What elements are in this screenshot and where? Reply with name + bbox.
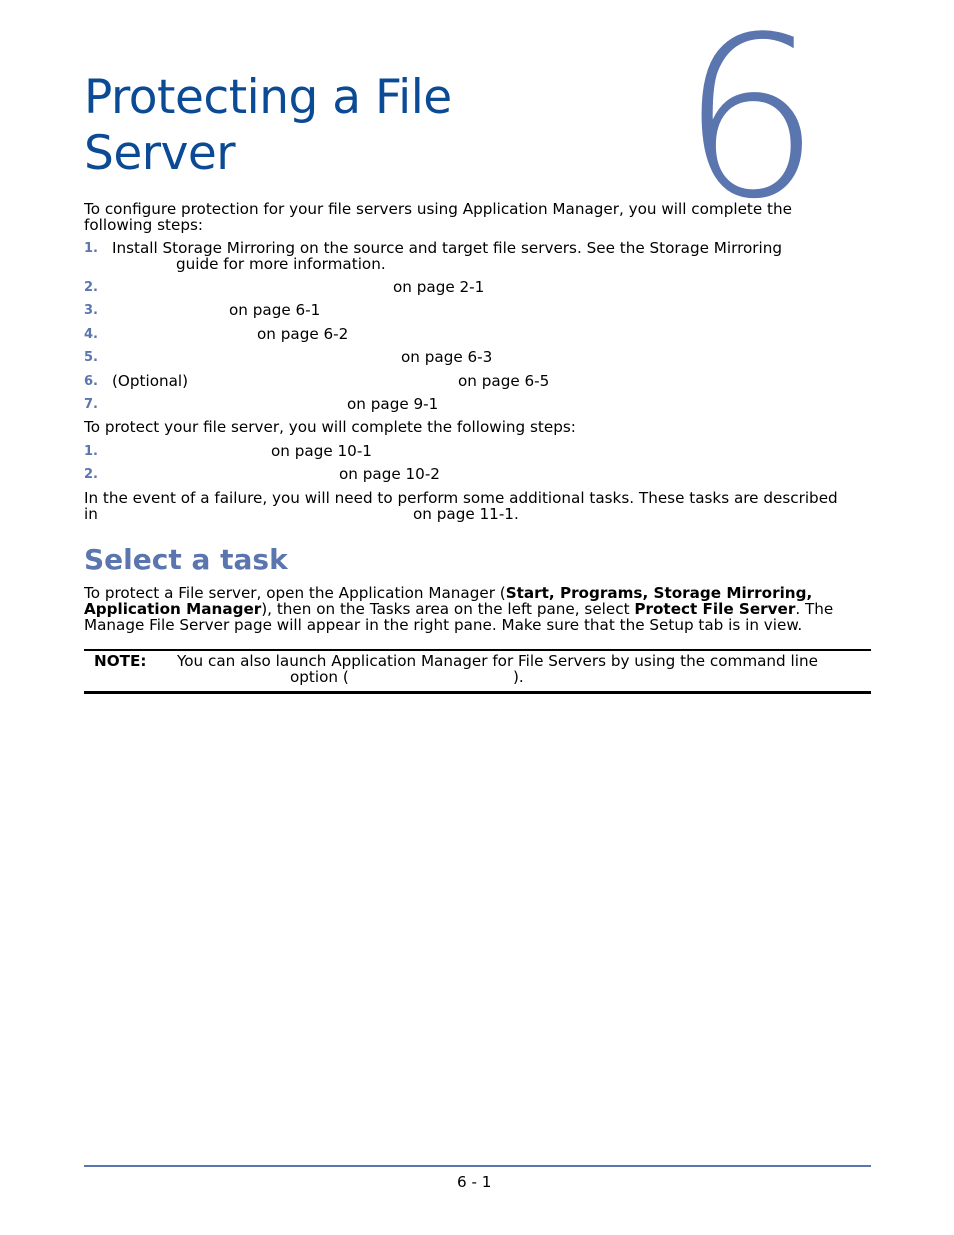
failure-line-2-start: in [84, 505, 98, 523]
chapter-title-line-1: Protecting a File [84, 70, 452, 125]
step-text: Install Storage Mirroring on the source and target file servers. See the Storage Mirroring [112, 239, 783, 257]
step-page-ref[interactable]: on page 2-1 [393, 278, 485, 296]
step-page-ref[interactable]: on page 9-1 [347, 395, 439, 413]
protect-step-1 [84, 443, 874, 461]
config-step-2 [84, 279, 874, 297]
config-step-3 [84, 302, 874, 320]
footer-rule [84, 1165, 871, 1167]
step-page-ref[interactable]: on page 6-3 [401, 348, 493, 366]
intro-line-1: To configure protection for your file servers using Application Manager, you will complete the [84, 200, 792, 218]
config-step-5 [84, 349, 874, 367]
text: To protect a File server, open the Application Manager ( [84, 584, 506, 602]
chapter-title [84, 70, 452, 182]
step-number: 4. [84, 327, 98, 342]
step-number: 7. [84, 397, 98, 412]
note-label: NOTE: [94, 652, 147, 670]
task-name-bold: Protect File Server [634, 600, 796, 618]
section-heading: Select a task [84, 543, 288, 576]
step-page-ref[interactable]: on page 6-2 [257, 325, 349, 343]
failure-paragraph [84, 490, 874, 524]
step-page-ref[interactable]: on page 6-5 [458, 372, 550, 390]
note-line-1: You can also launch Application Manager for File Servers by using the command line [177, 652, 818, 670]
menu-path-bold: Start, Programs, Storage Mirroring, [505, 584, 813, 602]
config-step-6 [84, 373, 874, 391]
intro-line-2: following steps: [84, 216, 203, 234]
protect-step-2 [84, 466, 874, 484]
menu-path-bold: Application Manager [84, 600, 262, 618]
select-task-line-2 [84, 601, 874, 617]
chapter-title-line-2: Server [84, 126, 236, 181]
step-number: 2. [84, 467, 98, 482]
select-task-line-3: Manage File Server page will appear in the right pane. Make sure that the Setup tab is in view. [84, 616, 803, 634]
failure-page-ref[interactable]: on page 11-1. [413, 505, 519, 523]
config-step-7 [84, 396, 874, 414]
step-page-ref[interactable]: on page 6-1 [229, 301, 321, 319]
step-number: 2. [84, 280, 98, 295]
step-number: 1. [84, 241, 98, 256]
intro-paragraph [84, 201, 874, 233]
page-number: 6 - 1 [457, 1173, 492, 1191]
config-step-4 [84, 326, 874, 344]
step-number: 5. [84, 350, 98, 365]
note-rule-top [84, 649, 871, 651]
text: ), then on the Tasks area on the left pane, select [261, 600, 635, 618]
note-line-2-start: option ( [290, 668, 349, 686]
protect-intro: To protect your file server, you will complete the following steps: [84, 418, 576, 436]
step-number: 3. [84, 303, 98, 318]
text: . The [795, 600, 834, 618]
step-text-continued: guide for more information. [176, 255, 386, 273]
note-rule-bottom [84, 691, 871, 694]
step-number: 1. [84, 444, 98, 459]
chapter-number: 6 [680, 0, 822, 248]
step-number: 6. [84, 374, 98, 389]
select-task-paragraph [84, 585, 874, 633]
config-step-1 [84, 240, 874, 274]
step-page-ref[interactable]: on page 10-1 [271, 442, 372, 460]
note-line-2-end: ). [513, 668, 524, 686]
step-optional-label: (Optional) [112, 372, 189, 390]
select-task-line-1 [84, 585, 874, 601]
step-page-ref[interactable]: on page 10-2 [339, 465, 440, 483]
failure-line-1: In the event of a failure, you will need to perform some additional tasks. These tasks are described [84, 489, 838, 507]
